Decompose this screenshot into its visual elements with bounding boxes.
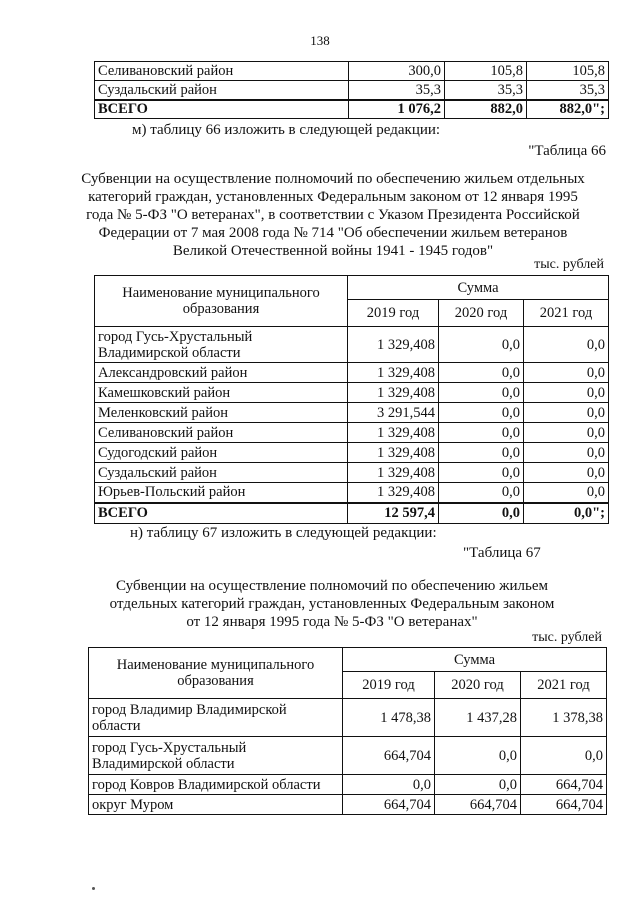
table-row bbox=[95, 62, 609, 81]
cell-value: 0,0 bbox=[439, 383, 524, 403]
total-label: ВСЕГО bbox=[95, 503, 348, 524]
header-name bbox=[89, 648, 343, 699]
header-name-line: образования bbox=[182, 301, 260, 317]
cell-value: 1 329,408 bbox=[348, 383, 439, 403]
cell-name: Меленковский район bbox=[95, 403, 348, 423]
table-header-row bbox=[95, 276, 609, 300]
cell-name bbox=[89, 699, 343, 737]
table-row bbox=[95, 327, 609, 363]
cell-value: 1 329,408 bbox=[348, 327, 439, 363]
table-row bbox=[89, 795, 607, 815]
cell-name: Селивановский район bbox=[95, 62, 349, 81]
cell-value: 0,0 bbox=[524, 463, 609, 483]
cell-value: 0,0 bbox=[439, 443, 524, 463]
title-line: года № 5-ФЗ "О ветеранах", в соответствии с Указом Президента Российской bbox=[86, 207, 580, 223]
cell-name-line: город Гусь-Хрустальный bbox=[98, 328, 253, 345]
cell-value: 664,704 bbox=[343, 737, 435, 775]
header-sum: Сумма bbox=[343, 648, 607, 672]
cell-value: 105,8 bbox=[527, 62, 609, 81]
cell-value: 0,0 bbox=[439, 483, 524, 503]
cell-value: 0,0 bbox=[524, 363, 609, 383]
cell-value: 35,3 bbox=[445, 81, 527, 100]
table66-title bbox=[70, 170, 596, 260]
cell-value: 0,0 bbox=[435, 737, 521, 775]
total-row bbox=[95, 100, 609, 119]
cell-name: Судогодский район bbox=[95, 443, 348, 463]
total-label: ВСЕГО bbox=[95, 100, 349, 119]
table-row bbox=[89, 775, 607, 795]
header-year: 2020 год bbox=[439, 300, 524, 327]
cell-name-line: город Гусь-Хрустальный bbox=[92, 739, 247, 756]
title-line: Субвенции на осуществление полномочий по обеспечению жильем отдельных bbox=[81, 171, 585, 187]
cell-name: город Ковров Владимирской области bbox=[89, 775, 343, 795]
instruction-m: м) таблицу 66 изложить в следующей редакции: bbox=[132, 122, 441, 138]
cell-value: 664,704 bbox=[521, 795, 607, 815]
title-line: Субвенции на осуществление полномочий по обеспечению жильем bbox=[116, 578, 548, 594]
cell-value: 0,0 bbox=[439, 327, 524, 363]
header-year: 2019 год bbox=[348, 300, 439, 327]
cell-value: 105,8 bbox=[445, 62, 527, 81]
cell-value: 664,704 bbox=[343, 795, 435, 815]
title-line: от 12 января 1995 года № 5-ФЗ "О ветеранах" bbox=[186, 614, 478, 630]
table-row bbox=[95, 443, 609, 463]
table67-title bbox=[96, 577, 568, 631]
header-sum: Сумма bbox=[348, 276, 609, 300]
cell-value: 1 329,408 bbox=[348, 463, 439, 483]
cell-name: Суздальский район bbox=[95, 81, 349, 100]
total-value: 12 597,4 bbox=[348, 503, 439, 524]
table-row bbox=[95, 403, 609, 423]
cell-value: 1 329,408 bbox=[348, 363, 439, 383]
total-value: 882,0"; bbox=[527, 100, 609, 119]
total-value: 0,0"; bbox=[524, 503, 609, 524]
cell-name-line: город Владимир Владимирской bbox=[92, 701, 287, 718]
scan-speck bbox=[92, 887, 95, 890]
table-row bbox=[95, 81, 609, 100]
cell-value: 35,3 bbox=[527, 81, 609, 100]
header-year: 2021 год bbox=[521, 672, 607, 699]
table-row bbox=[95, 423, 609, 443]
header-year: 2021 год bbox=[524, 300, 609, 327]
cell-value: 1 329,408 bbox=[348, 423, 439, 443]
cell-value: 0,0 bbox=[521, 737, 607, 775]
table-row bbox=[95, 363, 609, 383]
table67 bbox=[88, 647, 607, 815]
cell-value: 3 291,544 bbox=[348, 403, 439, 423]
cell-name: Суздальский район bbox=[95, 463, 348, 483]
page-number: 138 bbox=[310, 33, 330, 48]
cell-value: 0,0 bbox=[524, 423, 609, 443]
cell-name bbox=[95, 327, 348, 363]
cell-value: 1 478,38 bbox=[343, 699, 435, 737]
cell-value: 0,0 bbox=[524, 483, 609, 503]
header-name-line: Наименование муниципального bbox=[116, 657, 315, 673]
table-row bbox=[89, 737, 607, 775]
cell-value: 664,704 bbox=[435, 795, 521, 815]
total-value: 1 076,2 bbox=[349, 100, 445, 119]
cell-name bbox=[89, 737, 343, 775]
cell-value: 0,0 bbox=[524, 327, 609, 363]
cell-value: 0,0 bbox=[524, 443, 609, 463]
table67-label: "Таблица 67 bbox=[463, 545, 541, 561]
cell-name-line: Владимирской области bbox=[92, 755, 235, 772]
cell-name: Камешковский район bbox=[95, 383, 348, 403]
cell-value: 0,0 bbox=[524, 383, 609, 403]
header-year: 2019 год bbox=[343, 672, 435, 699]
cell-value: 0,0 bbox=[439, 403, 524, 423]
cell-value: 0,0 bbox=[439, 463, 524, 483]
total-value: 882,0 bbox=[445, 100, 527, 119]
cell-name: Селивановский район bbox=[95, 423, 348, 443]
cell-value: 0,0 bbox=[343, 775, 435, 795]
table-row bbox=[95, 483, 609, 503]
table-row bbox=[95, 383, 609, 403]
cell-name: округ Муром bbox=[89, 795, 343, 815]
table-header-row bbox=[89, 648, 607, 672]
cell-name: Юрьев-Польский район bbox=[95, 483, 348, 503]
title-line: Великой Отечественной войны 1941 - 1945 годов" bbox=[172, 243, 494, 259]
top-table bbox=[94, 61, 609, 119]
total-row bbox=[95, 503, 609, 524]
total-value: 0,0 bbox=[439, 503, 524, 524]
cell-value: 0,0 bbox=[439, 363, 524, 383]
instruction-n: н) таблицу 67 изложить в следующей редакции: bbox=[130, 525, 437, 541]
cell-value: 35,3 bbox=[349, 81, 445, 100]
cell-value: 0,0 bbox=[435, 775, 521, 795]
table67-unit: тыс. рублей bbox=[532, 630, 602, 645]
table66 bbox=[94, 275, 609, 524]
cell-value: 1 329,408 bbox=[348, 483, 439, 503]
cell-name-line: области bbox=[92, 717, 141, 734]
table-row bbox=[89, 699, 607, 737]
header-name-line: Наименование муниципального bbox=[122, 285, 320, 301]
title-line: категорий граждан, установленных Федеральным законом от 12 января 1995 bbox=[88, 189, 578, 205]
header-name-line: образования bbox=[177, 673, 254, 689]
table66-label: "Таблица 66 bbox=[528, 143, 606, 159]
cell-name-line: Владимирской области bbox=[98, 344, 241, 361]
cell-value: 1 329,408 bbox=[348, 443, 439, 463]
header-name bbox=[95, 276, 348, 327]
cell-value: 1 437,28 bbox=[435, 699, 521, 737]
cell-value: 300,0 bbox=[349, 62, 445, 81]
cell-value: 1 378,38 bbox=[521, 699, 607, 737]
cell-value: 0,0 bbox=[524, 403, 609, 423]
table-row bbox=[95, 463, 609, 483]
cell-value: 0,0 bbox=[439, 423, 524, 443]
title-line: отдельных категорий граждан, установленных Федеральным законом bbox=[109, 596, 555, 612]
table66-unit: тыс. рублей bbox=[534, 257, 604, 272]
title-line: Федерации от 7 мая 2008 года № 714 "Об обеспечении жильем ветеранов bbox=[98, 225, 568, 241]
cell-value: 664,704 bbox=[521, 775, 607, 795]
cell-name: Александровский район bbox=[95, 363, 348, 383]
header-year: 2020 год bbox=[435, 672, 521, 699]
